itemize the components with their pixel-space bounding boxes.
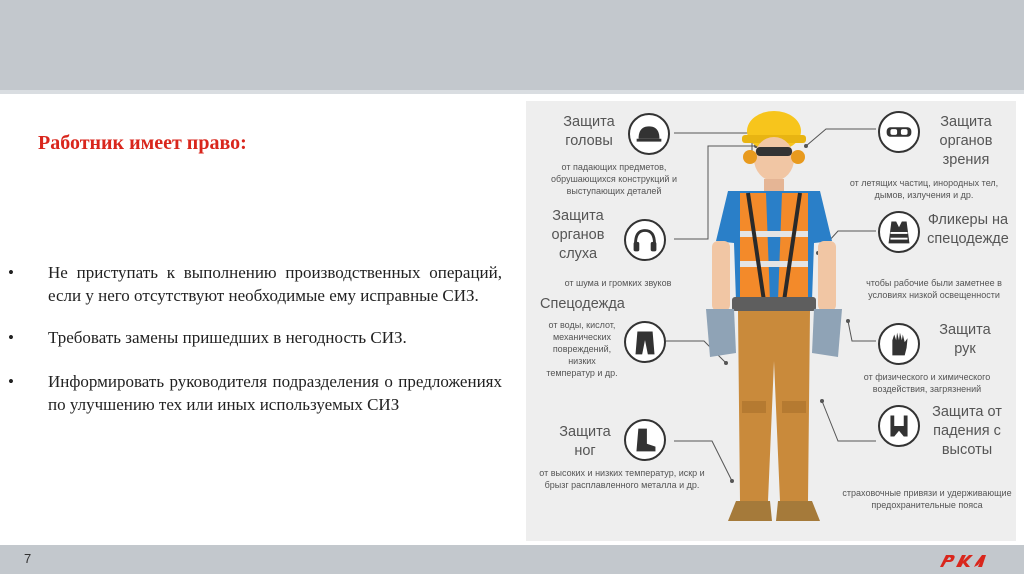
desc-fall-protection: страховочные привязи и удерживающие предохранительные пояса [842, 488, 1012, 510]
bullet-marker: • [8, 372, 14, 391]
header-band [0, 0, 1024, 94]
work-pants-icon [624, 321, 666, 363]
desc-workwear: от воды, кислот, механических повреждений, низких температур и др. [546, 320, 618, 378]
bullet-marker: • [8, 263, 14, 282]
desc-hand-protection: от физического и химического воздействия, загрязнений [863, 372, 991, 394]
label-head-protection: Защита головы [563, 114, 615, 149]
desc-reflectors: чтобы рабочие были заметнее в условиях низкой освещенности [866, 278, 1002, 300]
label-workwear: Спецодежда [540, 296, 625, 312]
rzd-logo [938, 553, 988, 569]
rights-list [8, 261, 502, 437]
desc-head-protection: от падающих предметов, обрушающихся конструкций и выступающих деталей [551, 162, 677, 196]
list-item [8, 370, 502, 416]
label-eye-protection: Защита органов зрения [939, 114, 993, 168]
ppe-infographic [526, 101, 1016, 541]
bullet-text: Требовать замены пришедших в негодность СИЗ. [48, 328, 407, 347]
desc-hearing-protection: от шума и громких звуков [564, 278, 672, 288]
label-foot-protection: Защита ног [559, 424, 611, 459]
desc-foot-protection: от высоких и низких температур, искр и брызг расплавленного металла и др. [539, 468, 705, 490]
reflective-vest-icon [878, 211, 920, 253]
slide-heading: Работник имеет право: [38, 132, 247, 154]
label-hearing-protection: Защита органов слуха [551, 208, 605, 262]
bullet-text: Информировать руководителя подразделения о предложениях по улучшению тех или иных используемых СИЗ [48, 372, 502, 414]
footer-band [0, 545, 1024, 574]
harness-icon [878, 405, 920, 447]
boot-icon [624, 419, 666, 461]
page-number: 7 [24, 551, 32, 566]
label-fall-protection: Защита от падения с высоты [932, 404, 1002, 458]
bullet-marker: • [8, 328, 14, 347]
list-item [8, 261, 502, 307]
list-item [8, 326, 502, 349]
hard-hat-icon [628, 113, 670, 155]
label-hand-protection: Защита рук [939, 322, 991, 357]
glove-icon [878, 323, 920, 365]
label-reflectors: Фликеры на спецодежде [927, 212, 1009, 247]
desc-eye-protection: от летящих частиц, инородных тел, дымов, излучения и др. [849, 178, 999, 200]
goggles-icon [878, 111, 920, 153]
headphones-icon [624, 219, 666, 261]
worker-figure [694, 101, 854, 531]
bullet-text: Не приступать к выполнению производственных операций, если у него отсутствуют необходимые ему исправные СИЗ. [48, 263, 502, 305]
